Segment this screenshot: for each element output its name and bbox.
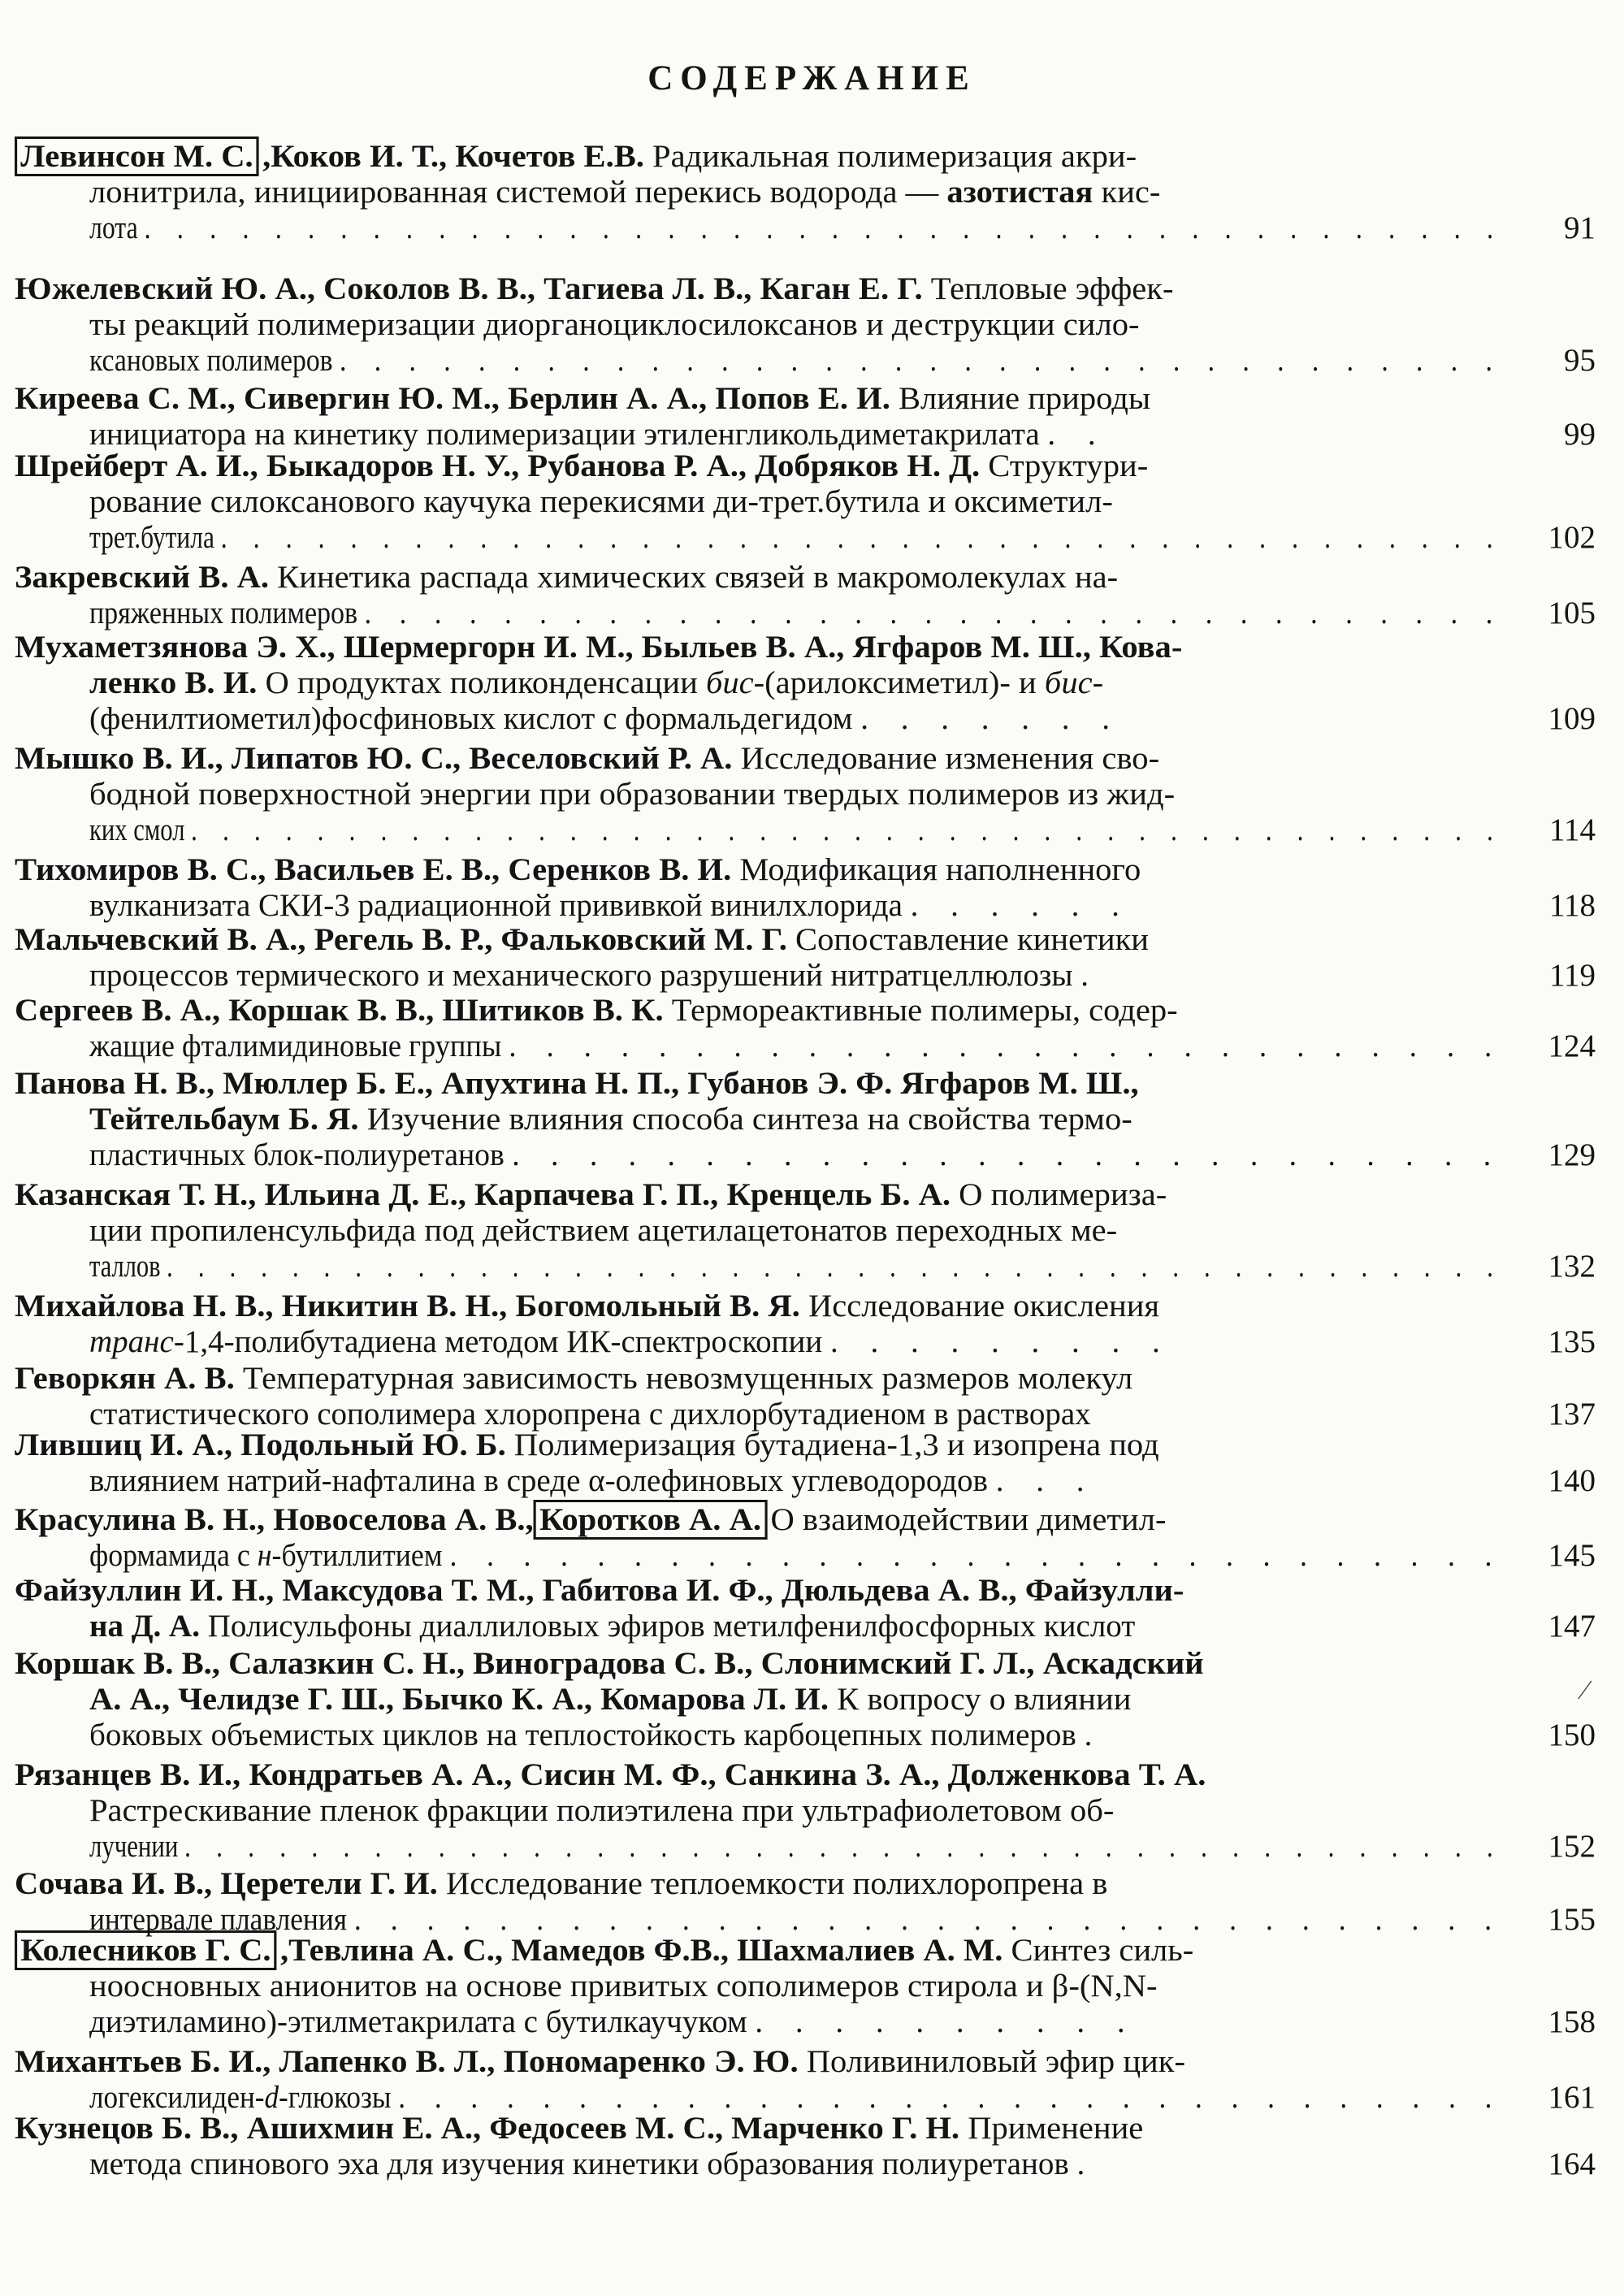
toc-entry-line: Колесников Г. С. ,Тевлина А. С., Мамедов Ф.В., Шахмалиев А. М. Синтез силь-: [15, 1932, 1193, 1969]
toc-entry-line: интервале плавления . . . . . . . . . . . . . . . . . . . . . . . . . . . . . . . .: [89, 1902, 1503, 1937]
toc-entry-line: Мальчевский В. А., Регель В. Р., Фальковский М. Г. Сопоставление кинетики: [15, 922, 1149, 957]
page-number: 119: [1548, 958, 1596, 993]
toc-entry-line: Лившиц И. А., Подольный Ю. Б. Полимеризация бутадиена-1,3 и изопрена под: [15, 1427, 1159, 1462]
toc-entry-line: диэтиламино)-этилметакрилата с бутилкаучуком . . . . . . . . . .: [89, 2004, 1137, 2039]
page-title: СОДЕРЖАНИЕ: [647, 59, 977, 97]
toc-entry-line: лота . . . . . . . . . . . . . . . . . . . . . . . . . . . . . . . . . . . . . . . . . .: [89, 210, 1504, 245]
toc-entry-line: Рязанцев В. И., Кондратьев А. А., Сисин М. Ф., Санкина З. А., Долженкова Т. А.: [15, 1757, 1206, 1792]
page-number: 124: [1548, 1029, 1596, 1064]
toc-entry-line: пластичных блок-полиуретанов . . . . . . . . . . . . . . . . . . . . . . . . . .: [89, 1137, 1503, 1172]
page-number: 147: [1548, 1609, 1596, 1644]
deceased-author-box: Левинсон М. С.: [15, 136, 259, 176]
toc-entry-line: Михантьев Б. И., Лапенко В. Л., Пономаренко Э. Ю. Поливиниловый эфир цик-: [15, 2044, 1185, 2079]
page-number: 158: [1548, 2004, 1596, 2039]
toc-entry-line: Сергеев В. А., Коршак В. В., Шитиков В. К. Термореактивные полимеры, содер-: [15, 993, 1178, 1028]
toc-entry-line: ты реакций полимеризации диорганоциклосилоксанов и деструкции сило-: [89, 307, 1140, 342]
page-number: 102: [1548, 520, 1596, 555]
toc-entry-line: Коршак В. В., Салазкин С. Н., Виноградова С. В., Слонимский Г. Л., Аскадский: [15, 1646, 1204, 1681]
page-number: 105: [1548, 596, 1596, 630]
toc-entry-line: на Д. А. Полисульфоны диаллиловых эфиров метилфенилфосфорных кислот: [89, 1609, 1136, 1644]
margin-mark: ⁄: [1583, 1675, 1587, 1705]
toc-entry-line: инициатора на кинетику полимеризации этиленгликольдиметакрилата . .: [89, 417, 1108, 452]
page-number: 155: [1548, 1902, 1596, 1937]
page-number: 140: [1548, 1463, 1596, 1498]
toc-entry-line: Тейтельбаум Б. Я. Изучение влияния способа синтеза на свойства термо-: [89, 1102, 1132, 1137]
toc-entry-line: ких смол . . . . . . . . . . . . . . . . . . . . . . . . . . . . . . . . . . . . . . . . . .: [89, 812, 1503, 847]
toc-entry-line: Файзуллин И. Н., Максудова Т. М., Габитова И. Ф., Дюльдева А. В., Файзулли-: [15, 1573, 1184, 1608]
page-number: 109: [1548, 701, 1596, 736]
toc-entry-line: ции пропиленсульфида под действием ацетилацетонатов переходных ме-: [89, 1213, 1118, 1248]
page-number: 145: [1548, 1538, 1596, 1573]
toc-entry-line: транс-1,4-полибутадиена методом ИК-спектроскопии . . . . . . . . .: [89, 1324, 1172, 1359]
toc-entry-line: влиянием натрий-нафталина в среде α-олефиновых углеводородов . . .: [89, 1463, 1097, 1498]
page-number: 91: [1564, 210, 1596, 245]
toc-entry-line: Мухаметзянова Э. Х., Шермергорн И. М., Быльев В. А., Ягфаров М. Ш., Кова-: [15, 630, 1183, 665]
page-number: 135: [1548, 1324, 1596, 1359]
toc-entry-line: Геворкян А. В. Температурная зависимость невозмущенных размеров молекул: [15, 1361, 1133, 1396]
toc-entry-line: вулканизата СКИ-3 радиационной прививкой винилхлорида . . . . . .: [89, 888, 1132, 923]
toc-entry-line: ксановых полимеров . . . . . . . . . . . . . . . . . . . . . . . . . . . . . . . . . .: [89, 343, 1503, 378]
toc-entry-line: Левинсон М. С. ,Коков И. Т., Кочетов Е.В. Радикальная полимеризация акри-: [15, 138, 1137, 175]
toc-entry-line: ноосновных анионитов на основе привитых сополимеров стирола и β-(N,N-: [89, 1969, 1158, 2004]
toc-entry-line: А. А., Челидзе Г. Ш., Бычко К. А., Комарова Л. И. К вопросу о влиянии: [89, 1682, 1132, 1717]
toc-entry-line: Южелевский Ю. А., Соколов В. В., Тагиева Л. В., Каган Е. Г. Тепловые эффек-: [15, 271, 1174, 306]
page-number: 132: [1548, 1249, 1596, 1284]
toc-entry-line: Казанская Т. Н., Ильина Д. Е., Карпачева Г. П., Кренцель Б. А. О полимериза-: [15, 1177, 1167, 1212]
page-number: 114: [1548, 812, 1596, 847]
toc-entry-line: процессов термического и механического разрушений нитратцеллюлозы .: [89, 958, 1102, 993]
toc-entry-line: рование силоксанового каучука перекисями ди-трет.бутила и оксиметил-: [89, 484, 1113, 519]
toc-entry-line: Закревский В. А. Кинетика распада химических связей в макромолекулах на-: [15, 560, 1119, 595]
toc-entry-line: Растрескивание пленок фракции полиэтилена при ультрафиолетовом об-: [89, 1793, 1115, 1828]
page-number: 137: [1548, 1397, 1596, 1432]
toc-entry-line: Мышко В. И., Липатов Ю. С., Веселовский Р. А. Исследование изменения сво-: [15, 741, 1160, 776]
toc-entry-line: Шрейберт А. И., Быкадоров Н. У., Рубанова Р. А., Добряков Н. Д. Структури-: [15, 448, 1149, 483]
toc-entry-line: бодной поверхностной энергии при образовании твердых полимеров из жид-: [89, 777, 1176, 812]
toc-entry-line: ленко В. И. О продуктах поликонденсации бис-(арилоксиметил)- и бис-: [89, 665, 1104, 700]
toc-entry-line: Панова Н. В., Мюллер Б. Е., Апухтина Н. П., Губанов Э. Ф. Ягфаров М. Ш.,: [15, 1066, 1139, 1101]
toc-entry-line: лучении . . . . . . . . . . . . . . . . . . . . . . . . . . . . . . . . . . . . . . . . . .: [89, 1829, 1503, 1864]
toc-entry-line: таллов . . . . . . . . . . . . . . . . . . . . . . . . . . . . . . . . . . . . . . . . . . .: [89, 1249, 1503, 1284]
toc-entry-line: трет.бутила . . . . . . . . . . . . . . . . . . . . . . . . . . . . . . . . . . . . . . . .: [89, 520, 1503, 555]
toc-entry-line: логексилиден-d-глюкозы . . . . . . . . . . . . . . . . . . . . . . . . . . . . . . .: [89, 2080, 1503, 2115]
toc-entry-line: (фенилтиометил)фосфиновых кислот с формальдегидом . . . . . . .: [89, 701, 1122, 736]
page-number: 129: [1548, 1137, 1596, 1172]
toc-entry-line: Сочава И. В., Церетели Г. И. Исследование теплоемкости полихлоропрена в: [15, 1866, 1108, 1901]
page-number: 95: [1564, 343, 1596, 378]
deceased-author-box: Колесников Г. С.: [15, 1930, 277, 1970]
toc-entry-line: Кузнецов Б. В., Ашихмин Е. А., Федосеев М. С., Марченко Г. Н. Применение: [15, 2111, 1144, 2146]
toc-entry-line: жащие фталимидиновые группы . . . . . . . . . . . . . . . . . . . . . . . . . . .: [89, 1029, 1504, 1064]
page-number: 152: [1548, 1829, 1596, 1864]
page-number: 161: [1548, 2080, 1596, 2115]
toc-entry-line: пряженных полимеров . . . . . . . . . . . . . . . . . . . . . . . . . . . . . . . . .: [89, 596, 1504, 630]
page-number: 164: [1548, 2147, 1596, 2181]
page-number: 118: [1548, 888, 1596, 923]
toc-entry-line: Киреева С. М., Сивергин Ю. М., Берлин А. А., Попов Е. И. Влияние природы: [15, 381, 1151, 416]
toc-entry-line: статистического сополимера хлоропрена с дихлорбутадиеном в растворах: [89, 1397, 1091, 1432]
page-number: 150: [1548, 1718, 1596, 1752]
toc-entry-line: Михайлова Н. В., Никитин В. Н., Богомольный В. Я. Исследование окисления: [15, 1289, 1160, 1323]
toc-entry-line: формамида с н-бутиллитием . . . . . . . . . . . . . . . . . . . . . . . . . . . . .: [89, 1538, 1504, 1573]
toc-entry-line: метода спинового эха для изучения кинетики образования полиуретанов .: [89, 2147, 1098, 2181]
page-number: 99: [1564, 417, 1596, 452]
toc-entry-line: Красулина В. Н., Новоселова А. В., Коротков А. А. О взаимодействии диметил-: [15, 1501, 1167, 1539]
toc-entry-line: боковых объемистых циклов на теплостойкость карбоцепных полимеров .: [89, 1718, 1105, 1752]
toc-entry-line: Тихомиров В. С., Васильев Е. В., Серенков В. И. Модификация наполненного: [15, 852, 1141, 887]
toc-entry-line: лонитрила, инициированная системой перекись водорода — азотистая кис-: [89, 175, 1161, 210]
